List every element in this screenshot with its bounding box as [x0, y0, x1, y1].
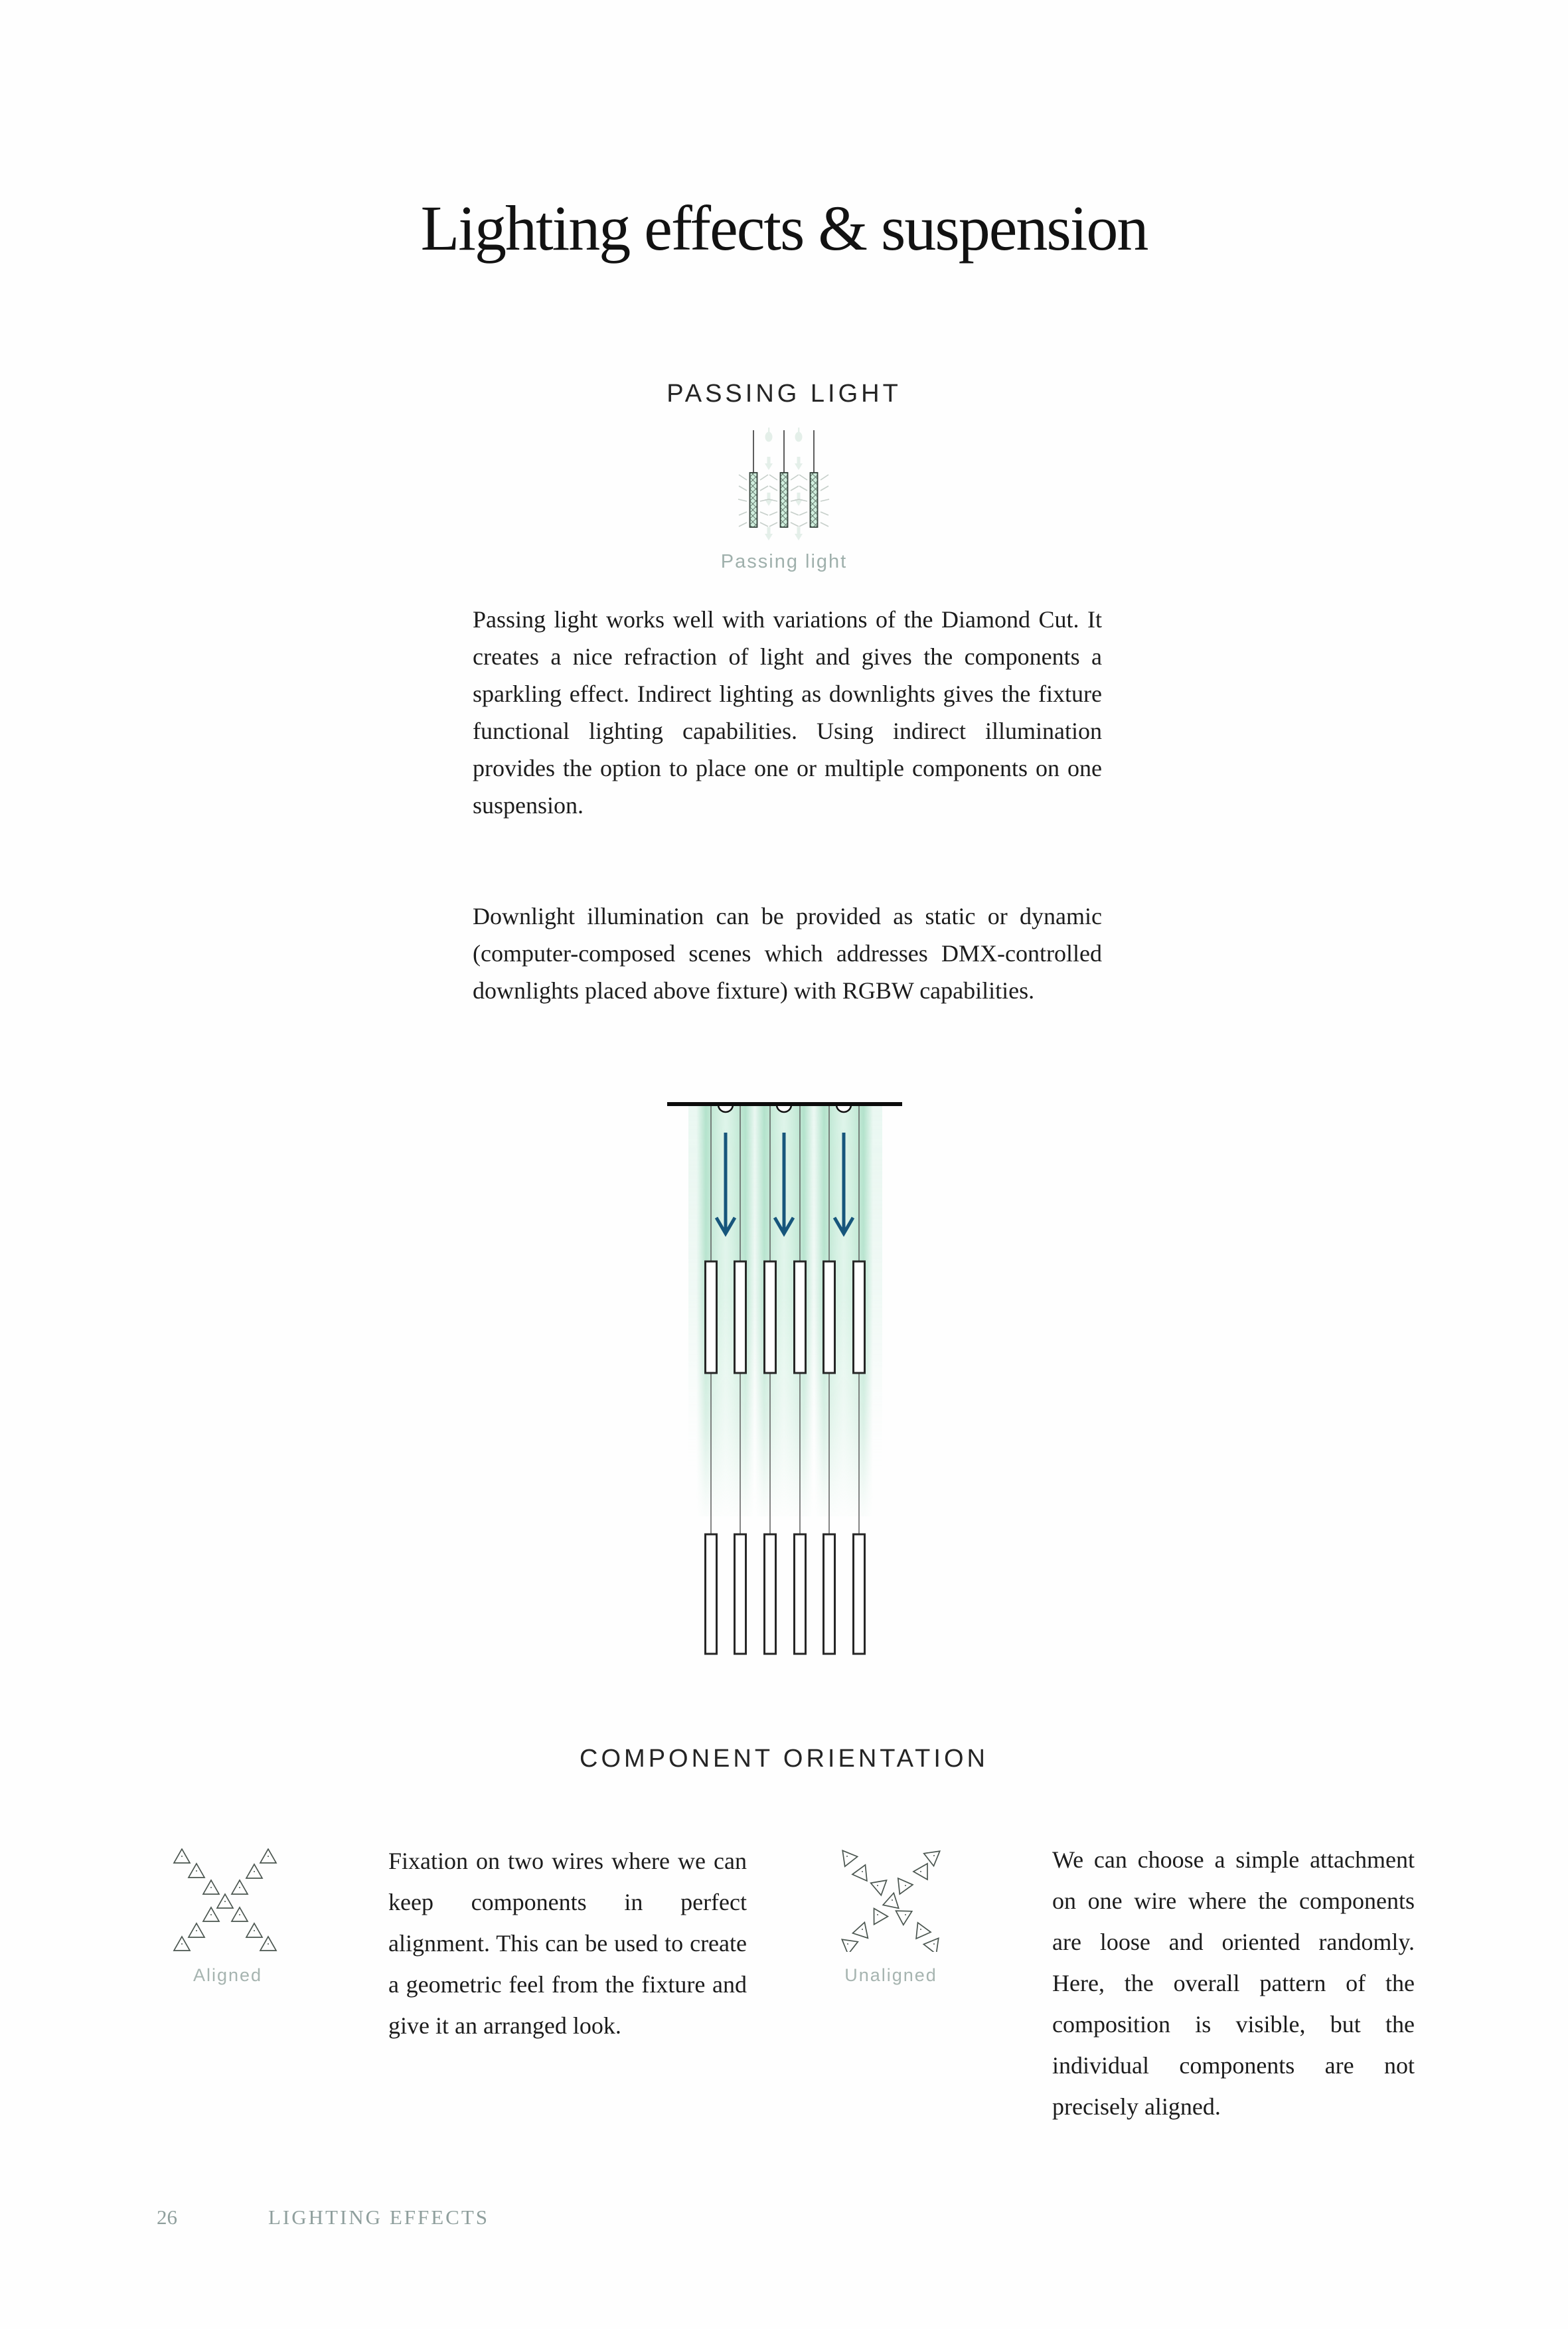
aligned-label: Aligned — [193, 1965, 263, 1985]
paragraph-passing-light-1: Passing light works well with variations of the Diamond Cut. It creates a nice refraction of light and gives the components a sparkling effect. Indirect lighting as downlights gives the fixture functional lighting capabilities. Using indirect illumination provides the option to place one or multiple components on one suspension. — [473, 606, 1102, 819]
heading-passing-light: PASSING LIGHT — [666, 380, 902, 408]
paragraph-passing-light-2: Downlight illumination can be provided as static or dynamic (computer-composed scenes which addresses DMX-controlled downlights placed above fixture) with RGBW capabilities. — [473, 903, 1102, 1004]
page-number: 26 — [157, 2206, 177, 2229]
unaligned-label: Unaligned — [844, 1965, 937, 1985]
crystal-components — [750, 473, 818, 527]
paragraph-unaligned: We can choose a simple attachment on one wire where the components are loose and oriented randomly. Here, the overall pattern of the composition is visible, but the individual components are not precisely aligned. — [1052, 1846, 1415, 2120]
component-bars-lower — [706, 1534, 865, 1654]
aligned-triangles-icon — [169, 1848, 286, 1955]
page-title: Lighting effects & suspension — [420, 193, 1148, 264]
downlight-diagram — [666, 1101, 902, 1658]
footer-section-title: LIGHTING EFFECTS — [268, 2206, 490, 2229]
unaligned-triangles-icon — [832, 1846, 949, 1952]
passing-light-caption: Passing light — [720, 551, 848, 572]
suspension-wires — [753, 430, 814, 473]
paragraph-aligned: Fixation on two wires where we can keep components in perfect alignment. This can be used to create a geometric feel from the fixture and give it an arranged look. — [388, 1848, 747, 2039]
heading-component-orientation: COMPONENT ORIENTATION — [580, 1745, 988, 1773]
passing-light-diagram — [729, 426, 842, 546]
